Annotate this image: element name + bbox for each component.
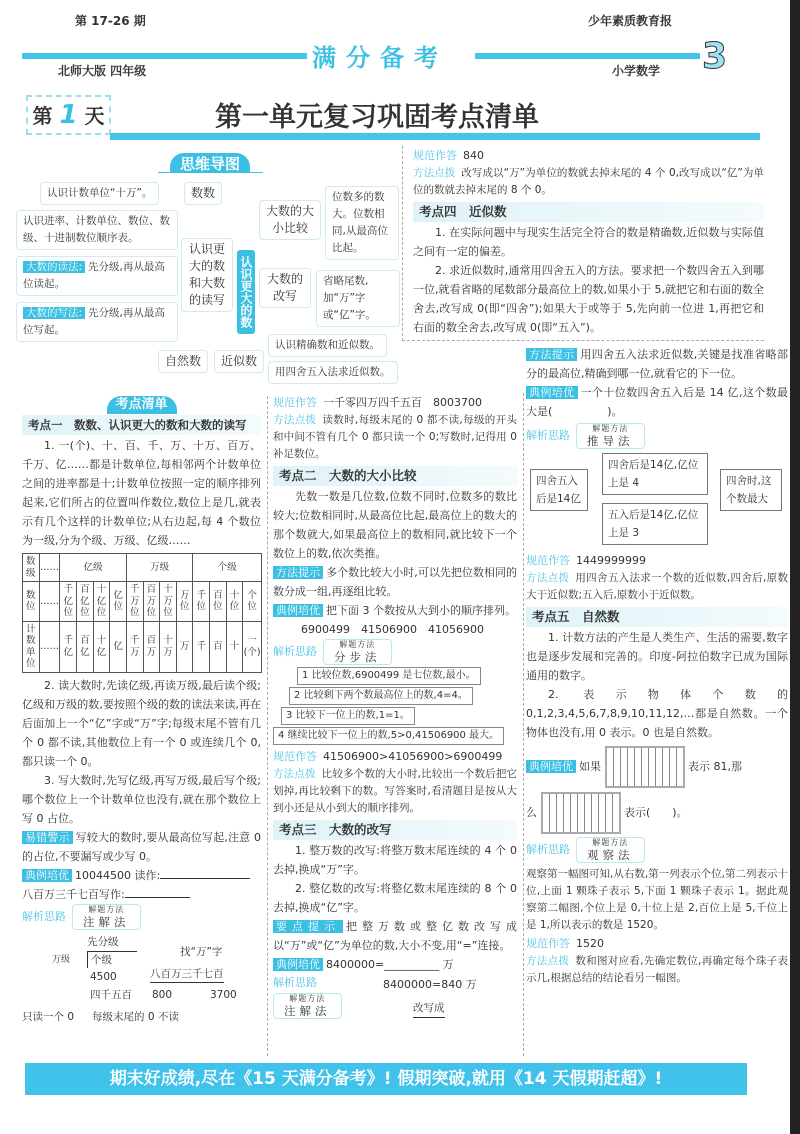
place-cell: 个位 (243, 582, 262, 622)
mm-natural: 自然数 (158, 350, 208, 373)
place-cell: 百万位 (143, 582, 160, 622)
unit-cell: 万 (176, 621, 193, 672)
k1-p3: 3. 写大数时,先写亿级,再写万级,最后写个级;哪个数位上一个计数单位也没有,就在那个数位上写 0 占位。 (22, 773, 261, 825)
k5-answer: 1520 (576, 937, 604, 950)
k4-p1: 1. 在实际问题中与现实生活完全符合的数是精确数,近似数与实际值之间有一定的偏差。 (413, 226, 764, 258)
step-4: 4 继续比较下一位上的数,5>0,41506900 最大。 (273, 727, 504, 745)
mm-compare: 大数的大小比较 (259, 200, 321, 240)
mm-read (16, 256, 178, 296)
mm-count: 数数 (184, 182, 222, 205)
d-find-wan: 找“万”字 (180, 945, 223, 958)
mm-count-desc: 认识计数单位“十万”。 (40, 182, 159, 205)
middle-column (273, 393, 524, 1056)
th-level: 数级 (23, 554, 40, 582)
d-800: 800 (152, 988, 173, 1001)
place-cell: 十万位 (160, 582, 177, 622)
method-label: 方法点拨 (273, 768, 316, 780)
tip-label: 方法提示 (526, 348, 577, 361)
read-tag: 大数的读法: (23, 261, 85, 273)
unit-cell: 百 (210, 621, 227, 672)
method-text: 改写成以“万”为单位的数就去掉末尾的 4 个 0,改写成以“亿”为单位的数就去掉末尾的 8 个 0。 (413, 167, 764, 196)
read-desc: 先分级,再从最高位读起。 (23, 261, 165, 290)
unit-cell: 十万 (160, 621, 177, 672)
left-column (22, 396, 268, 1056)
k1-title: 考点一 数数、认识更大的数和大数的读写 (22, 415, 261, 435)
newspaper-name: 少年素质教育报 (588, 14, 673, 28)
k2-numbers: 6900499 41506900 41056900 (301, 623, 484, 636)
method-label: 方法点拨 (526, 572, 570, 584)
method-name: 注解法 (284, 1004, 331, 1018)
k3-example: 8400000=__________ 万 (326, 958, 454, 971)
day-post: 天 (84, 104, 105, 128)
method-badge (323, 639, 392, 665)
unit-cell: 千万 (126, 621, 143, 672)
k2-p1: 先数一数是几位数,位数不同时,位数多的数比较大;位数相同时,从最高位比起,最高位上的数大的那个数就大,如果最高位上的数相同,就比较下一个数位上的数,依次类推。 (273, 490, 517, 560)
flow-box-2: 四舍后是14亿,亿位上是 4 (602, 453, 708, 495)
method-small: 解题方法 (289, 994, 326, 1003)
group-yi: 亿级 (60, 554, 127, 582)
answer-label: 规范作答 (273, 750, 317, 763)
place-cell: 万位 (176, 582, 193, 622)
method-label: 方法点拨 (413, 167, 456, 179)
k1-p2: 2. 读大数时,先读亿级,再读万级,最后读个级;亿级和万级的数,要按照个级的数的读法来读,再在后面加上一个“亿”字或“万”字;每级末尾不管有几个 0 都不读,其他数位上有一个 0 或连续几个 0,都只读一个 0。 (22, 678, 261, 768)
k3-analysis (273, 974, 517, 1020)
mm-rewrite-desc: 省略尾数,加“万”字或“亿”字。 (316, 270, 400, 327)
k4-title: 考点四 近似数 (413, 202, 764, 222)
answer-text: 840 (463, 149, 484, 162)
rewrite-answer-section (402, 146, 764, 341)
answer-label: 规范作答 (413, 149, 457, 162)
k1-ex2: 八百万三千七百写作: (22, 887, 125, 901)
k5-analysis: 观察第一幅图可知,从右数,第一列表示个位,第二列表示十位,上面 1 颗珠子表示 5,下面 1 颗珠子表示 1。据此观察第二幅图,个位上是 0,十位上是 2,百位上是 5,千位上是 1,所以表示的数是 1520。 (526, 868, 789, 931)
k4-p2: 2. 求近似数时,通常用四舍五入的方法。要求把一个数四舍五入到哪一位,就看省略的尾数部分最高位上的数,如果小于 5,就把它和右面的数全舍去,改写成 0(即“四舍”);如果大于或等于 5,先向前一位进 1,再把它和右面的数全舍去,改写成 0(即“五入”)。 (413, 264, 764, 334)
mm-center: 认识更大的数 (237, 250, 255, 334)
subject: 小学数学 (612, 64, 661, 78)
d-rewrite: 8400000=840 万 (383, 978, 477, 991)
d-4500: 4500 (90, 970, 117, 983)
d-rewrite-label: 改写成 (413, 1000, 445, 1018)
mm-approx: 近似数 (214, 350, 264, 373)
method-name: 分步法 (334, 650, 381, 664)
k4-tip: 用四舍五入法求近似数,关键是找准省略部分的最高位,精确到哪一位,就看它的下一位。 (526, 348, 789, 380)
k2-example: 把下面 3 个数按从大到小的顺序排列。 (326, 604, 516, 617)
k5-method: 数和图对应看,先确定数位,再确定每个珠子表示几,根据总结的结论看另一幅图。 (526, 955, 788, 984)
group-ge: 个级 (193, 554, 262, 582)
analysis-label: 解析思路 (22, 909, 66, 923)
place-cell: 十亿位 (93, 582, 110, 622)
method-small: 解题方法 (339, 640, 376, 649)
analysis-label: 解析思路 (273, 976, 317, 989)
k1-ex1: 10044500 读作: (75, 868, 161, 882)
mm-units-desc: 认识进率、计数单位、数位、数级、十进制数位顺序表。 (16, 210, 178, 250)
place-cell: 百位 (210, 582, 227, 622)
mm-rewrite: 大数的改写 (259, 268, 311, 308)
d-end-zero: 每级末尾的 0 不读 (92, 1010, 179, 1023)
unit-cell: 十亿 (93, 621, 110, 672)
analysis-label: 解析思路 (273, 645, 317, 658)
td-dots: …… (39, 621, 60, 672)
method-small: 解题方法 (88, 904, 125, 914)
header-rule-right (475, 53, 700, 59)
k5-ex-b: 表示 81,那 (688, 760, 742, 773)
issue-number: 第 17-26 期 (75, 14, 146, 28)
flow-diagram (526, 453, 788, 551)
example-label: 典例培优 (526, 386, 578, 399)
method-name: 推导法 (587, 434, 634, 448)
logo: 满分备考 (312, 44, 448, 72)
header-rule-left (22, 53, 307, 59)
method-badge (576, 423, 645, 449)
steps (273, 667, 517, 745)
answer-label: 规范作答 (273, 396, 317, 409)
unit-cell: 百万 (143, 621, 160, 672)
mindmap-banner: 思维导图 (170, 153, 250, 173)
k4-answer: 1449999999 (576, 554, 646, 567)
page-title: 第一单元复习巩固考点清单 (215, 102, 539, 133)
d-sqwb: 四千五百 (90, 988, 132, 1001)
flow-box-1: 四舍五入后是14亿 (530, 469, 588, 511)
method-label: 方法点拨 (526, 955, 570, 967)
d-split: 先分级 (87, 935, 119, 948)
td-dots: …… (39, 554, 60, 582)
k1-p1: 1. 一(个)、十、百、千、万、十万、百万、千万、亿……都是计数单位,每相邻两个计数单位之间的进率都是十;计数单位按照一定的顺序排列起来,它们所占的位置叫作数位,数位上是几,就表示有几个这样的计数单位;从右边起,每 4 个数位为一级,分为个级、万级、亿级…… (22, 439, 261, 547)
mm-write (16, 302, 178, 342)
k5-title: 考点五 自然数 (526, 607, 788, 627)
tip-label: 方法提示 (273, 566, 323, 579)
example-label: 典例培优 (273, 958, 323, 971)
mm-compare-desc: 位数多的数大。位数相同,从最高位比起。 (325, 186, 399, 260)
write-desc: 先分级,再从最高位写起。 (23, 307, 165, 336)
day-pre: 第 (32, 104, 53, 128)
unit-cell: 一(个) (243, 621, 262, 672)
k2-tip: 多个数比较大小时,可以先把位数相同的数分成一组,再逐组比较。 (273, 566, 518, 598)
group-wan: 万级 (126, 554, 193, 582)
day-badge (26, 95, 111, 135)
flow-box-4: 四舍时,这个数最大 (720, 469, 782, 511)
answer-label: 规范作答 (526, 554, 570, 567)
k5-ex-d: 表示( )。 (624, 806, 688, 819)
k1-warn: 写较大的数时,要从最高位写起,注意 0 的占位,不要漏写或少写 0。 (22, 830, 261, 863)
abacus-81-icon (605, 746, 685, 788)
place-cell: 千万位 (126, 582, 143, 622)
k2-method: 比较多个数的大小时,比较出一个数后把它划掉,再比较剩下的数。写答案时,看清题目是按从大到小还是从小到大的顺序排列。 (273, 768, 518, 814)
th-unit: 计数单位 (23, 621, 40, 672)
d-one-zero: 只读一个 0 (22, 1010, 75, 1023)
unit-cell: 十 (226, 621, 243, 672)
checklist-banner: 考点清单 (107, 396, 177, 414)
place-cell: 百亿位 (77, 582, 94, 622)
scan-edge (790, 0, 800, 1134)
k3-p2: 2. 整亿数的改写:将整亿数末尾连续的 8 个 0 去掉,换成“亿”字。 (273, 882, 517, 914)
footer-banner: 期末好成绩,尽在《15 天满分备考》! 假期突破,就用《14 天假期赶超》! (25, 1063, 747, 1095)
example-label: 典例培优 (526, 760, 576, 773)
warn-label: 易错警示 (22, 831, 73, 844)
banner-rule (158, 172, 263, 173)
mm-read-write: 认识更大的数和大数的读写 (181, 238, 233, 312)
td-dots: …… (39, 582, 60, 622)
k2-title: 考点二 大数的大小比较 (273, 466, 517, 486)
k2-answer: 41506900>41056900>6900499 (323, 750, 503, 763)
method-small: 解题方法 (592, 424, 629, 433)
day-num: 1 (59, 100, 78, 130)
place-cell: 亿位 (110, 582, 127, 622)
d-geji: 个级 (87, 951, 137, 968)
th-position: 数位 (23, 582, 40, 622)
title-rule (110, 133, 760, 140)
example-label: 典例培优 (22, 869, 72, 882)
k3-title: 考点三 大数的改写 (273, 820, 517, 840)
answer-label: 规范作答 (526, 937, 570, 950)
mm-approx-desc1: 认识精确数和近似数。 (268, 334, 387, 357)
step-3: 3 比较下一位上的数,1=1。 (281, 707, 415, 725)
k4-method: 用四舍五入法求一个数的近似数,四舍后,原数大于近似数;五入后,原数小于近似数。 (526, 572, 788, 601)
k1-method: 读数时,每级末尾的 0 都不读,每级的开头和中间不管有几个 0 都只读一个 0;写数时,记得用 0 补足数位。 (273, 414, 518, 460)
flow-box-3: 五入后是14亿,亿位上是 3 (602, 503, 708, 545)
place-cell: 千位 (193, 582, 210, 622)
d-number-words: 八百万三千七百 (150, 966, 224, 983)
page-number: 3 (702, 36, 728, 77)
method-name: 观察法 (587, 848, 634, 862)
analysis-label: 解析思路 (526, 429, 570, 442)
analysis-label: 解析思路 (526, 843, 570, 856)
edition: 北师大版 四年级 (58, 64, 147, 78)
k5-p1: 1. 计数方法的产生是人类生产、生活的需要,数字也是逐步发展和完善的。印度-阿拉伯数字已成为国际通用的数字。 (526, 631, 788, 682)
method-badge (273, 993, 342, 1019)
method-small: 解题方法 (592, 838, 629, 847)
unit-cell: 亿 (110, 621, 127, 672)
step-1: 1 比较位数,6900499 是七位数,最小。 (297, 667, 481, 685)
method-name: 注解法 (83, 914, 130, 929)
k3-key: 把整万数或整亿数改写成以“万”或“亿”为单位的数,大小不变,用“=”连接。 (273, 920, 517, 952)
answer-blank[interactable] (160, 878, 250, 879)
abacus-question-icon (541, 792, 621, 834)
unit-cell: 千 (193, 621, 210, 672)
k4-example: 一个十位数四舍五入后是 14 亿,这个数最大是( )。 (526, 386, 788, 418)
place-cell: 十位 (226, 582, 243, 622)
method-badge (72, 904, 141, 930)
method-badge (576, 837, 645, 863)
k3-p1: 1. 整万数的改写:将整万数末尾连续的 4 个 0 去掉,换成“万”字。 (273, 844, 517, 876)
write-tag: 大数的写法: (23, 307, 85, 319)
annotation-diagram (22, 930, 261, 1026)
k5-ex-c: 么 (526, 806, 537, 819)
answer-blank[interactable] (125, 897, 190, 898)
mm-approx-desc2: 用四舍五入法求近似数。 (268, 361, 398, 384)
place-cell: 千亿位 (60, 582, 77, 622)
d-3700: 3700 (210, 988, 237, 1001)
step-2: 2 比较剩下两个数最高位上的数,4=4。 (289, 687, 473, 705)
k5-ex-a: 如果 (579, 760, 601, 773)
unit-cell: 千亿 (60, 621, 77, 672)
k1-answer: 一千零四万四千五百 8003700 (323, 396, 482, 409)
example-label: 典例培优 (273, 604, 323, 617)
place-value-table (22, 553, 262, 673)
key-label: 要点提示 (273, 920, 343, 933)
d-wanji: 万级 (52, 954, 71, 965)
right-column (526, 341, 788, 987)
k5-p2: 2. 表示物体个数的 0,1,2,3,4,5,6,7,8,9,10,11,12,…都是自然数。一个物体也没有,用 0 表示。0 也是自然数。 (526, 688, 788, 739)
method-label: 方法点拨 (273, 414, 317, 426)
unit-cell: 百亿 (77, 621, 94, 672)
